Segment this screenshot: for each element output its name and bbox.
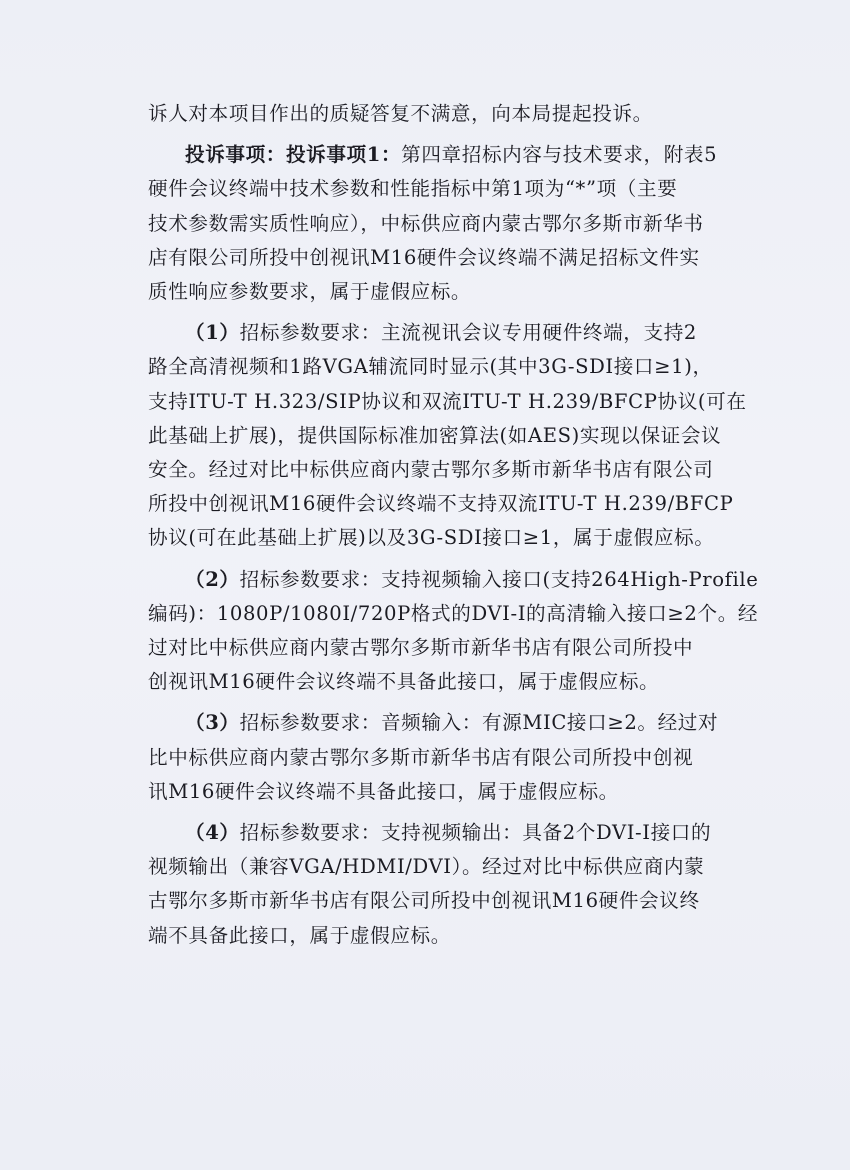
text-line: 技术参数需实质性响应），中标供应商内蒙古鄂尔多斯市新华书 — [148, 211, 704, 235]
text-line: 诉人对本项目作出的质疑答复不满意，向本局提起投诉。 — [148, 102, 653, 125]
requirement-number: （1） — [185, 321, 240, 345]
requirement-number: （3） — [185, 711, 240, 735]
text-line: 质性响应参数要求，属于虚假应标。 — [148, 280, 472, 304]
text-line: 所投中创视讯M16硬件会议终端不支持双流ITU-T H.239/BFCP — [148, 492, 734, 516]
text-line: 硬件会议终端中技术参数和性能指标中第1项为“*”项（主要 — [148, 177, 678, 201]
text-line: 招标参数要求：支持视频输出：具备2个DVI-I接口的 — [239, 821, 712, 845]
complaint-item-heading: 投诉事项：投诉事项1： — [185, 143, 402, 167]
paragraph-requirement-4 — [148, 816, 748, 953]
text-line: 视频输出（兼容VGA/HDMI/DVI）。经过对比中标供应商内蒙 — [148, 855, 705, 879]
text-line: 第四章招标内容与技术要求，附表5 — [401, 143, 718, 167]
requirement-number: （2） — [185, 567, 240, 591]
paragraph-complaint-item — [148, 138, 748, 309]
text-line: 过对比中标供应商内蒙古鄂尔多斯市新华书店有限公司所投中 — [148, 636, 694, 660]
text-line: 招标参数要求：主流视讯会议专用硬件终端，支持2 — [239, 321, 697, 345]
text-line: 协议(可在此基础上扩展)以及3G-SDI接口≥1，属于虚假应标。 — [148, 526, 715, 550]
text-line: 招标参数要求：支持视频输入接口(支持264High-Profile — [239, 567, 759, 591]
paragraph-requirement-3 — [148, 706, 748, 809]
text-line: 古鄂尔多斯市新华书店有限公司所投中创视讯M16硬件会议终 — [148, 889, 700, 913]
text-line: 比中标供应商内蒙古鄂尔多斯市新华书店有限公司所投中创视 — [148, 745, 694, 769]
text-line: 路全高清视频和1路VGA辅流同时显示(其中3G-SDI接口≥1)， — [148, 355, 713, 379]
text-line: 创视讯M16硬件会议终端不具备此接口，属于虚假应标。 — [148, 670, 660, 694]
text-line: 店有限公司所投中创视讯M16硬件会议终端不满足招标文件实 — [148, 245, 700, 269]
paragraph-requirement-2 — [148, 563, 759, 700]
text-line: 安全。经过对比中标供应商内蒙古鄂尔多斯市新华书店有限公司 — [148, 458, 714, 482]
paragraph-intro-continuation — [148, 97, 748, 131]
text-line: 讯M16硬件会议终端不具备此接口，属于虚假应标。 — [148, 779, 619, 803]
text-line: 招标参数要求：音频输入：有源MIC接口≥2。经过对 — [239, 711, 719, 735]
paragraph-requirement-1 — [148, 316, 748, 555]
text-line: 支持ITU-T H.323/SIP协议和双流ITU-T H.239/BFCP协议(可在 — [148, 389, 747, 413]
text-line: 端不具备此接口，属于虚假应标。 — [148, 923, 451, 947]
document-body — [148, 97, 759, 953]
text-line: 编码)：1080P/1080I/720P格式的DVI-I的高清输入接口≥2个。经 — [148, 601, 759, 625]
requirement-number: （4） — [185, 821, 240, 845]
text-line: 此基础上扩展)，提供国际标准加密算法(如AES)实现以保证会议 — [148, 423, 722, 447]
